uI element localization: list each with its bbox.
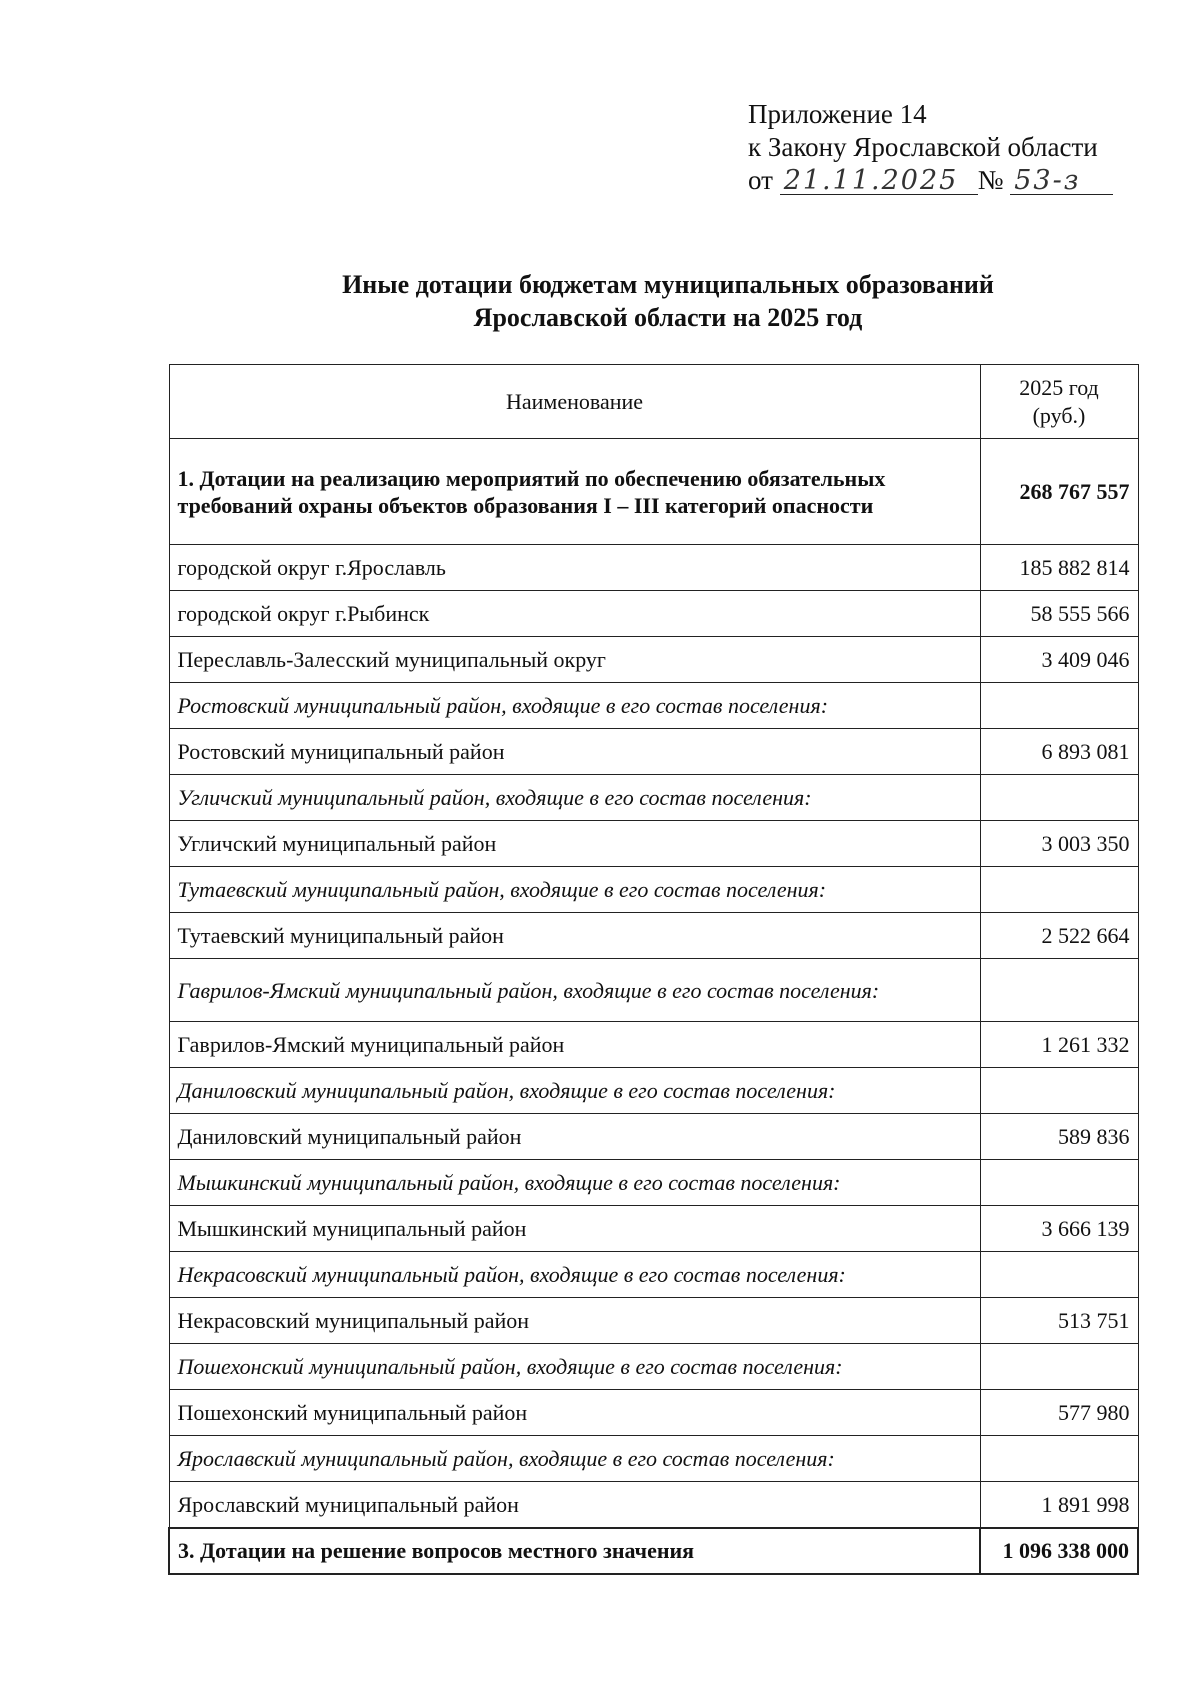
table-row — [169, 913, 1138, 959]
table-row — [169, 1022, 1138, 1068]
row-name: Ярославский муниципальный район — [169, 1482, 980, 1529]
row-amount: 589 836 — [980, 1114, 1138, 1160]
row-amount — [980, 1344, 1138, 1390]
appendix-number: Приложение 14 — [748, 99, 927, 129]
row-amount: 2 522 664 — [980, 913, 1138, 959]
row-name: городской округ г.Ярославль — [169, 545, 980, 591]
column-header-amount — [980, 365, 1138, 439]
table-row — [169, 439, 1138, 545]
row-name: Мышкинский муниципальный район, входящие в его состав поселения: — [169, 1160, 980, 1206]
row-name: Некрасовский муниципальный район, входящие в его состав поселения: — [169, 1252, 980, 1298]
row-amount: 3 666 139 — [980, 1206, 1138, 1252]
table-row — [169, 1114, 1138, 1160]
table-row — [169, 729, 1138, 775]
handwritten-number: 53-з — [1010, 168, 1113, 195]
row-amount — [980, 1068, 1138, 1114]
row-name: городской округ г.Рыбинск — [169, 591, 980, 637]
table-row — [169, 821, 1138, 867]
number-label: № — [977, 165, 1004, 195]
table-row — [169, 1298, 1138, 1344]
row-amount: 513 751 — [980, 1298, 1138, 1344]
column-header-amount-year: 2025 год — [1019, 374, 1099, 400]
table-row-group-heading — [169, 1436, 1138, 1482]
appendix-block — [748, 98, 1113, 197]
subsidies-table — [168, 364, 1139, 1575]
appendix-law-reference: к Закону Ярославской области — [748, 132, 1098, 162]
row-name: Ростовский муниципальный район — [169, 729, 980, 775]
table-row-group-heading — [169, 959, 1138, 1022]
table-row — [169, 637, 1138, 683]
row-amount — [980, 683, 1138, 729]
table-row-group-heading — [169, 775, 1138, 821]
table-row — [169, 545, 1138, 591]
row-amount — [980, 775, 1138, 821]
table-row — [169, 1390, 1138, 1436]
title-line-1: Иные дотации бюджетам муниципальных образований — [342, 270, 994, 299]
row-amount — [980, 1252, 1138, 1298]
row-amount — [980, 867, 1138, 913]
appendix-date-line — [748, 164, 1113, 197]
row-name: Некрасовский муниципальный район — [169, 1298, 980, 1344]
row-amount: 268 767 557 — [980, 439, 1138, 545]
row-amount: 3 003 350 — [980, 821, 1138, 867]
column-header-amount-unit: (руб.) — [1032, 402, 1086, 428]
table-row-group-heading — [169, 1252, 1138, 1298]
row-name: Тутаевский муниципальный район — [169, 913, 980, 959]
row-amount — [980, 1160, 1138, 1206]
table-row — [169, 591, 1138, 637]
title-line-2: Ярославской области на 2025 год — [473, 303, 863, 332]
row-name: Угличский муниципальный район — [169, 821, 980, 867]
row-amount: 577 980 — [980, 1390, 1138, 1436]
row-amount: 1 891 998 — [980, 1482, 1138, 1529]
row-name: Угличский муниципальный район, входящие в его состав поселения: — [169, 775, 980, 821]
row-name: Ярославский муниципальный район, входящие в его состав поселения: — [169, 1436, 980, 1482]
table-row-group-heading — [169, 1160, 1138, 1206]
row-name: 3. Дотации на решение вопросов местного значения — [169, 1528, 980, 1574]
row-name: Пошехонский муниципальный район, входящие в его состав поселения: — [169, 1344, 980, 1390]
table-row-group-heading — [169, 867, 1138, 913]
row-name: Мышкинский муниципальный район — [169, 1206, 980, 1252]
row-amount: 58 555 566 — [980, 591, 1138, 637]
document-title — [168, 268, 1168, 334]
handwritten-date: 21.11.2025 — [780, 168, 978, 195]
row-name: Гаврилов-Ямский муниципальный район — [169, 1022, 980, 1068]
column-header-name: Наименование — [169, 365, 980, 439]
table-header-row — [169, 365, 1138, 439]
from-label: от — [748, 165, 773, 195]
table-row-group-heading — [169, 1344, 1138, 1390]
row-name: Гаврилов-Ямский муниципальный район, входящие в его состав поселения: — [169, 959, 980, 1022]
row-name: Даниловский муниципальный район — [169, 1114, 980, 1160]
table-row-total — [169, 1528, 1138, 1574]
table-row — [169, 1482, 1138, 1529]
row-amount: 6 893 081 — [980, 729, 1138, 775]
table-row — [169, 1206, 1138, 1252]
row-name: Переславль-Залесский муниципальный округ — [169, 637, 980, 683]
row-amount: 3 409 046 — [980, 637, 1138, 683]
row-amount: 1 261 332 — [980, 1022, 1138, 1068]
table-row-group-heading — [169, 1068, 1138, 1114]
row-name: Даниловский муниципальный район, входящие в его состав поселения: — [169, 1068, 980, 1114]
row-name: 1. Дотации на реализацию мероприятий по обеспечению обязательных требований охраны объектов образования I – III категорий опасности — [169, 439, 980, 545]
row-amount: 1 096 338 000 — [980, 1528, 1138, 1574]
table-row-group-heading — [169, 683, 1138, 729]
row-name: Тутаевский муниципальный район, входящие в его состав поселения: — [169, 867, 980, 913]
row-amount: 185 882 814 — [980, 545, 1138, 591]
row-name: Ростовский муниципальный район, входящие в его состав поселения: — [169, 683, 980, 729]
row-amount — [980, 1436, 1138, 1482]
row-amount — [980, 959, 1138, 1022]
row-name: Пошехонский муниципальный район — [169, 1390, 980, 1436]
